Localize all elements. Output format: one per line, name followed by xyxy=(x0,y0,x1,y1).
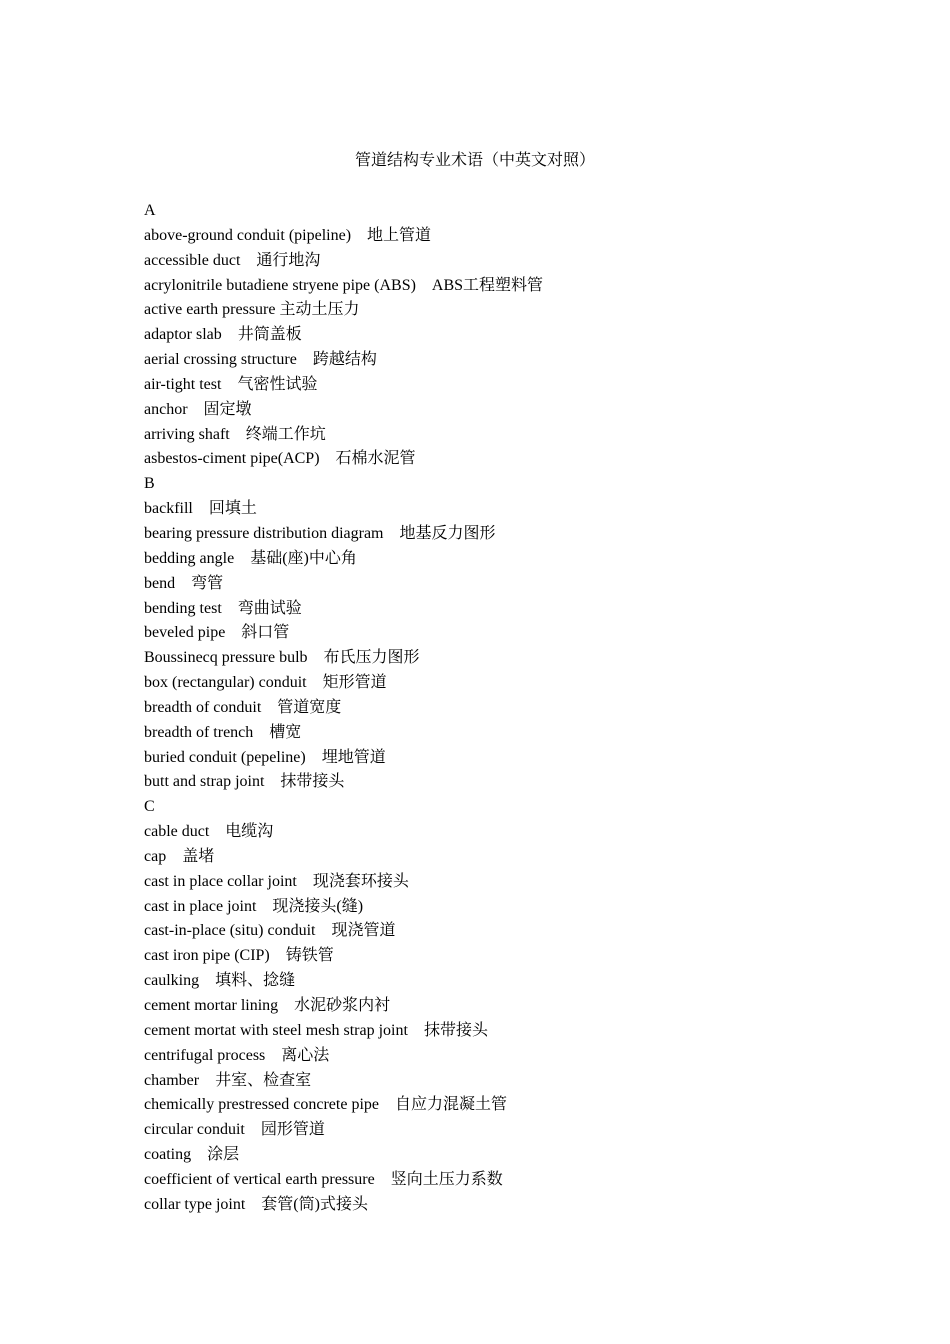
term-entry: breadth of conduit 管道宽度 xyxy=(144,698,342,716)
term-entry: caulking 填料、捻缝 xyxy=(144,972,296,990)
term-entry: coating 涂层 xyxy=(144,1146,240,1164)
term-entry: bearing pressure distribution diagram 地基反力图形 xyxy=(144,524,496,542)
term-entry: adaptor slab 井筒盖板 xyxy=(144,326,302,344)
term-entry: cast iron pipe (CIP) 铸铁管 xyxy=(144,947,334,965)
term-entry: chamber 井室、检查室 xyxy=(144,1071,312,1089)
term-entry: cement mortat with steel mesh strap joint 抹带接头 xyxy=(144,1021,488,1039)
term-entry: accessible duct 通行地沟 xyxy=(144,251,321,269)
term-list xyxy=(144,199,543,1218)
term-entry: air-tight test 气密性试验 xyxy=(144,375,318,393)
term-entry: centrifugal process 离心法 xyxy=(144,1046,330,1064)
term-entry: circular conduit 园形管道 xyxy=(144,1121,325,1139)
term-entry: box (rectangular) conduit 矩形管道 xyxy=(144,674,387,692)
term-entry: cast-in-place (situ) conduit 现浇管道 xyxy=(144,922,396,940)
section-letter: B xyxy=(144,475,155,493)
term-entry: breadth of trench 槽宽 xyxy=(144,723,302,741)
term-entry: aerial crossing structure 跨越结构 xyxy=(144,351,377,369)
term-entry: anchor 固定墩 xyxy=(144,400,252,418)
term-entry: chemically prestressed concrete pipe 自应力混凝土管 xyxy=(144,1096,508,1114)
term-entry: cap 盖堵 xyxy=(144,847,215,865)
term-entry: asbestos-ciment pipe(ACP) 石棉水泥管 xyxy=(144,450,416,468)
section-letter: C xyxy=(144,798,155,816)
section-letter: A xyxy=(144,202,156,219)
term-entry: backfill 回填土 xyxy=(144,500,257,518)
term-entry: bend 弯管 xyxy=(144,574,224,592)
term-entry: coefficient of vertical earth pressure 竖向土压力系数 xyxy=(144,1170,503,1188)
term-entry: beveled pipe 斜口管 xyxy=(144,624,290,642)
term-entry: cable duct 电缆沟 xyxy=(144,823,274,841)
term-entry: bedding angle 基础(座)中心角 xyxy=(144,549,357,567)
term-entry: cast in place joint 现浇接头(缝) xyxy=(144,897,364,915)
term-entry: active earth pressure 主动土压力 xyxy=(144,301,360,319)
term-entry: collar type joint 套管(筒)式接头 xyxy=(144,1195,368,1213)
term-entry: bending test 弯曲试验 xyxy=(144,599,302,617)
term-entry: cement mortar lining 水泥砂浆内衬 xyxy=(144,997,391,1014)
term-entry: arriving shaft 终端工作坑 xyxy=(144,425,326,443)
term-entry: above-ground conduit (pipeline) 地上管道 xyxy=(144,226,432,244)
term-entry: acrylonitrile butadiene stryene pipe (ABS) ABS工程塑料管 xyxy=(144,276,544,294)
term-entry: buried conduit (pepeline) 埋地管道 xyxy=(144,748,386,766)
term-entry: Boussinecq pressure bulb 布氏压力图形 xyxy=(144,649,420,667)
term-entry: cast in place collar joint 现浇套环接头 xyxy=(144,872,409,890)
document-title: 管道结构专业术语（中英文对照） xyxy=(354,152,595,169)
term-entry: butt and strap joint 抹带接头 xyxy=(144,773,345,791)
